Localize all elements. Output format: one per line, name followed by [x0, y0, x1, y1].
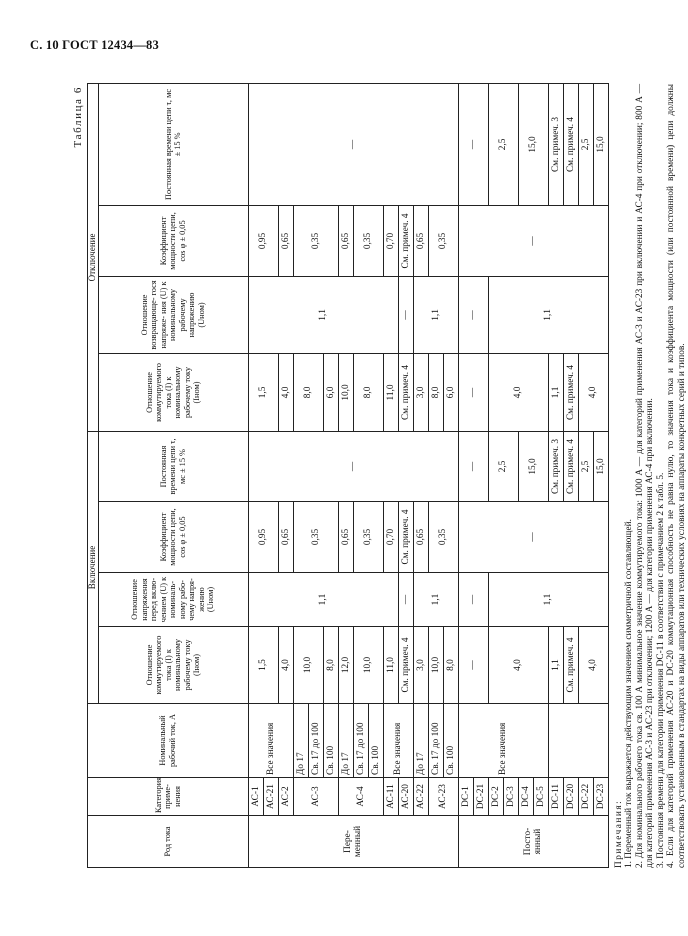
table-cell: См. примеч. 3 — [548, 83, 563, 205]
table-cell: 15,0 — [593, 83, 608, 205]
table-cell: Все значения — [458, 704, 548, 778]
table-cell: См. примеч. 4 — [398, 627, 413, 704]
col-time-constant-on: Постоянная времени цепи τ, мс ± 15 % — [98, 431, 248, 501]
table-cell: 4,0 — [488, 627, 548, 704]
table-cell: — — [458, 502, 608, 573]
table-cell: 0,35 — [353, 205, 383, 276]
table-cell: Св. 17 до 100 — [428, 704, 443, 778]
table-cell: DС-22 — [578, 778, 593, 816]
table-cell: DС-5 — [533, 778, 548, 816]
table-cell: 10,0 — [293, 627, 323, 704]
table-cell: 8,0 — [293, 353, 323, 431]
table-cell: DС-1 — [458, 778, 473, 816]
table-cell: АС-4 — [338, 778, 383, 816]
table-cell: 0,95 — [248, 205, 278, 276]
table-cell: 1,1 — [413, 573, 458, 627]
table-cell: DС-11 — [548, 778, 563, 816]
table-cell: 4,0 — [578, 627, 608, 704]
table-cell: АС-23 — [428, 778, 458, 816]
table-cell: 8,0 — [443, 627, 458, 704]
table-cell: 4,0 — [278, 353, 293, 431]
table-cell: 0,35 — [353, 502, 383, 573]
table-cell: 11,0 — [383, 627, 398, 704]
table-cell: 0,70 — [383, 205, 398, 276]
table-cell: 0,70 — [383, 502, 398, 573]
table-cell: Все значения — [248, 704, 293, 778]
table-cell: — — [458, 276, 488, 353]
table-cell: 4,0 — [278, 627, 293, 704]
table-cell: — — [248, 431, 458, 501]
table-cell: См. примеч. 4 — [563, 353, 578, 431]
notes-title: Примечания: — [613, 799, 624, 868]
table-cell: 10,0 — [338, 353, 353, 431]
table-cell: 1,1 — [548, 627, 563, 704]
table-cell: Св. 100 — [368, 704, 383, 778]
group-switch-on: Включение — [88, 431, 99, 703]
note-2: 2. Для номинального рабочего тока св. 100 А минимальное значение коммутируемого тока: 1000 А — для категорий применения АС-3 и АС-23 при включении и АС-4 при отключении; 800 А — для категорий применения АС-3 и АС-23 при отключении; 1200 А — для категории применения АС-4 при включении. — [634, 84, 656, 868]
table-cell: DС-4 — [518, 778, 533, 816]
notes — [614, 84, 688, 868]
table-6 — [87, 83, 609, 868]
table-cell: — — [398, 276, 413, 353]
table-cell: — — [458, 431, 488, 501]
table-cell: DС-23 — [593, 778, 608, 816]
table-cell: 0,35 — [428, 205, 458, 276]
table-cell: До 17 — [338, 704, 353, 778]
table-cell: — — [248, 83, 458, 205]
table-cell: — — [458, 353, 488, 431]
table-cell: 1,1 — [248, 573, 398, 627]
col-time-constant-off: Постоянная времени цепи τ, мс ± 15 % — [98, 83, 248, 205]
table-caption: Таблица 6 — [72, 86, 84, 148]
table-cell: DС-20 — [563, 778, 578, 816]
table-cell: 0,65 — [413, 205, 428, 276]
table-cell: 6,0 — [323, 353, 338, 431]
table-cell: 10,0 — [428, 627, 443, 704]
kind-ac: Пере- менный — [248, 816, 458, 868]
table-cell: 1,1 — [488, 276, 608, 353]
table-cell: См. примеч. 4 — [563, 83, 578, 205]
table-cell: См. примеч. 4 — [398, 502, 413, 573]
table-cell: АС-3 — [293, 778, 338, 816]
table-cell: 15,0 — [518, 83, 548, 205]
table-cell: 1,1 — [548, 353, 563, 431]
table-cell: 0,35 — [293, 205, 338, 276]
table-cell: 8,0 — [353, 353, 383, 431]
table-cell: АС-2 — [278, 778, 293, 816]
rotated-page-content — [72, 84, 688, 868]
table-cell — [548, 704, 608, 778]
table-cell: 3,0 — [413, 353, 428, 431]
note-3: 3. Постоянная времени для категории применения DС-11 в соответствии с примечанием 2 к табл. 5. — [655, 472, 666, 868]
table-cell: См. примеч. 4 — [563, 627, 578, 704]
table-cell: 2,5 — [578, 431, 593, 501]
table-cell: — — [398, 573, 413, 627]
note-4: 4. Если для категорий применения АС-20 и DС-20 коммутационная способность не равна нулю, то значения тока и коэффициента мощности (или постоянной времени) цепи должны соответствовать установленным в стандартах на виды аппаратов или технических условиях на аппараты конкретных серий и типов. — [666, 84, 688, 868]
page-header: С. 10 ГОСТ 12434—83 — [30, 38, 159, 52]
table-cell: До 17 — [413, 704, 428, 778]
table-row — [458, 83, 473, 867]
table-cell: — — [458, 627, 488, 704]
col-ratio-current-off: Отношение коммутируемого тока (I) к номинальному рабочему току (Iном) — [98, 353, 248, 431]
table-cell: 0,95 — [248, 502, 278, 573]
table-row — [548, 83, 563, 867]
table-cell: DС-3 — [503, 778, 518, 816]
table-cell: Св. 17 до 100 — [308, 704, 323, 778]
table-cell: 1,5 — [248, 353, 278, 431]
table-cell: См. примеч. 4 — [398, 353, 413, 431]
table-cell: 0,65 — [413, 502, 428, 573]
group-switch-off: Отключение — [88, 83, 99, 431]
table-cell: 6,0 — [443, 353, 458, 431]
table-cell: 4,0 — [488, 353, 548, 431]
col-power-factor-on: Коэффициент мощности цепи, cos φ ± 0,05 — [98, 502, 248, 573]
col-power-factor-off: Коэффициент мощности цепи, cos φ ± 0,05 — [98, 205, 248, 276]
table-cell: См. примеч. 4 — [563, 431, 578, 501]
table-cell: 0,65 — [278, 205, 293, 276]
table-cell: Св. 100 — [443, 704, 458, 778]
table-cell: 0,65 — [338, 205, 353, 276]
table-cell: 1,1 — [248, 276, 398, 353]
table-cell: 10,0 — [353, 627, 383, 704]
table-cell: 0,65 — [278, 502, 293, 573]
col-ratio-current-on: Отношение коммутируемого тока (I) к номинальному рабочему току (Iном) — [98, 627, 248, 704]
table-cell: 1,5 — [248, 627, 278, 704]
col-category: Категория приме- нения — [88, 778, 249, 816]
table-cell: 2,5 — [488, 83, 518, 205]
table-cell: 2,5 — [578, 83, 593, 205]
table-cell: См. примеч. 3 — [548, 431, 563, 501]
note-1: 1. Переменный ток выражается действующим значением симметричной составляющей. — [624, 519, 635, 868]
kind-dc: Посто- янный — [458, 816, 608, 868]
table-cell: До 17 — [293, 704, 308, 778]
table-cell: 0,35 — [293, 502, 338, 573]
table-cell: DС-21 — [473, 778, 488, 816]
table-cell: — — [458, 83, 488, 205]
col-rated-current: Номинальный рабочий ток, А — [88, 704, 249, 778]
table-cell: АС-21 — [263, 778, 278, 816]
table-row — [248, 83, 263, 867]
table-cell: 0,35 — [428, 502, 458, 573]
table-cell: 4,0 — [578, 353, 608, 431]
table-cell: 1,1 — [413, 276, 458, 353]
table-cell: 1,1 — [488, 573, 608, 627]
table-cell: АС-1 — [248, 778, 263, 816]
table-cell: — — [458, 205, 608, 276]
table-cell: 15,0 — [593, 431, 608, 501]
table-cell: — — [458, 573, 488, 627]
col-ratio-voltage-on: Отношение напряжения перед вклю- чением (U) к номиналь- ному рабо- чему напря- жению (Uном) — [98, 573, 248, 627]
table-cell: Св. 17 до 100 — [353, 704, 368, 778]
table-cell: 2,5 — [488, 431, 518, 501]
table-cell: АС-22 — [413, 778, 428, 816]
header-row-1 — [88, 83, 99, 867]
table-cell: Все значения — [383, 704, 413, 778]
table-cell: DС-2 — [488, 778, 503, 816]
table-cell: См. примеч. 4 — [398, 205, 413, 276]
table-cell: 12,0 — [338, 627, 353, 704]
table-cell: 8,0 — [428, 353, 443, 431]
table-cell: 8,0 — [323, 627, 338, 704]
table-cell: АС-11 — [383, 778, 398, 816]
table-cell: 15,0 — [518, 431, 548, 501]
table-cell: Св. 100 — [323, 704, 338, 778]
table-cell: 0,65 — [338, 502, 353, 573]
table-cell: 3,0 — [413, 627, 428, 704]
col-kind: Род тока — [88, 816, 249, 868]
table-cell: 11,0 — [383, 353, 398, 431]
col-ratio-voltage-off: Отношение возвращающе- гося напряже- ния (U) к номинальному рабочему напряжению (Uном) — [98, 276, 248, 353]
table-cell: АС-20 — [398, 778, 413, 816]
